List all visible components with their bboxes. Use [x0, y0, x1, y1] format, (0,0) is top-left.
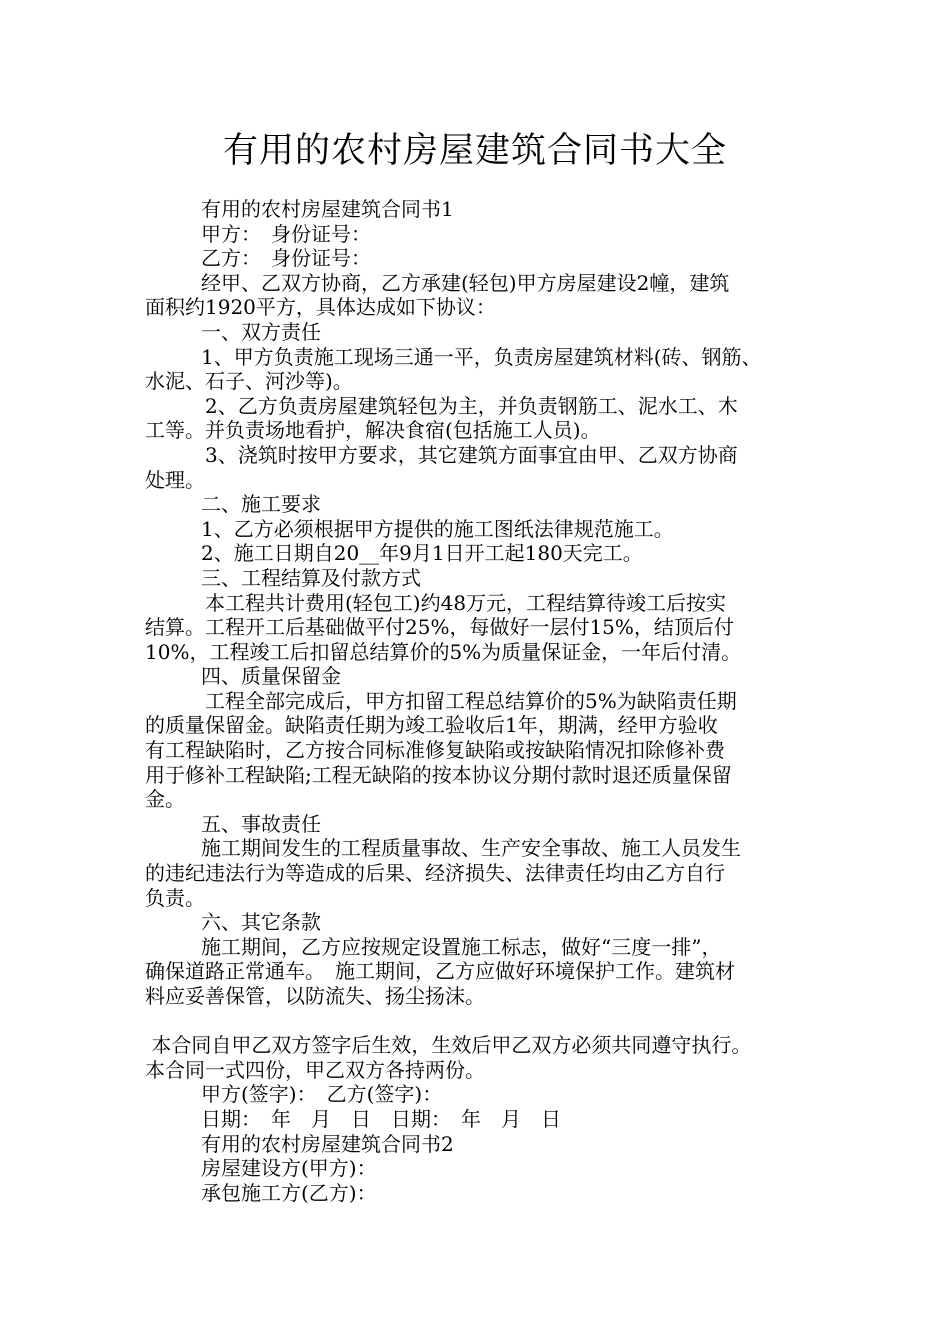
- document-body: [145, 197, 835, 1205]
- contract-heading: 有用的农村房屋建筑合同书2: [201, 1131, 454, 1156]
- paragraph-line: 施工期间，乙方应按规定设置施工标志，做好“三度一排”，: [201, 934, 722, 959]
- paragraph-line: 本工程共计费用(轻包工)约48万元，工程结算待竣工后按实: [205, 590, 727, 615]
- date-line: 日期： 年 月 日 日期： 年 月 日: [201, 1106, 561, 1131]
- section-heading: 五、事故责任: [201, 811, 321, 836]
- paragraph-line: 2、乙方负责房屋建筑轻包为主，并负责钢筋工、泥水工、木: [205, 393, 738, 418]
- section-heading: 四、质量保留金: [201, 664, 341, 689]
- paragraph-line: 3、浇筑时按甲方要求，其它建筑方面事宜由甲、乙双方协商: [205, 442, 738, 467]
- blank-line: [145, 1009, 835, 1034]
- section-heading: 三、工程结算及付款方式: [201, 565, 421, 590]
- paragraph-line: 1、乙方必须根据甲方提供的施工图纸法律规范施工。: [201, 516, 674, 541]
- paragraph-line: 处理。: [145, 467, 205, 492]
- paragraph-line: 施工期间发生的工程质量事故、生产安全事故、施工人员发生: [201, 836, 741, 861]
- section-heading: 六、其它条款: [201, 910, 321, 935]
- paragraph-line: 本合同自甲乙双方签字后生效，生效后甲乙双方必须共同遵守执行。: [145, 1033, 752, 1058]
- party-a-line: 房屋建设方(甲方)：: [201, 1156, 377, 1181]
- paragraph-line: 水泥、石子、河沙等)。: [145, 369, 353, 394]
- paragraph-line: 2、施工日期自20__年9月1日开工起180天完工。: [201, 541, 643, 566]
- party-b-line: 乙方： 身份证号：: [201, 246, 371, 271]
- paragraph-line: 有工程缺陷时，乙方按合同标准修复缺陷或按缺陷情况扣除修补费: [145, 738, 725, 763]
- paragraph-line: 面积约1920平方，具体达成如下协议：: [145, 295, 496, 320]
- paragraph-line: 用于修补工程缺陷;工程无缺陷的按本协议分期付款时退还质量保留: [145, 762, 732, 787]
- contract-heading: 有用的农村房屋建筑合同书1: [201, 197, 454, 221]
- paragraph-line: 确保道路正常通车。 施工期间，乙方应做好环境保护工作。建筑材: [145, 959, 735, 984]
- section-heading: 二、施工要求: [201, 492, 321, 517]
- party-a-line: 甲方： 身份证号：: [201, 221, 371, 246]
- paragraph-line: 料应妥善保管，以防流失、扬尘扬沫。: [145, 984, 485, 1008]
- paragraph-line: 工程全部完成后，甲方扣留工程总结算价的5%为缺陷责任期: [205, 688, 737, 713]
- signature-line: 甲方(签字)： 乙方(签字)：: [201, 1082, 443, 1107]
- paragraph-line: 的违纪违法行为等造成的后果、经济损失、法律责任均由乙方自行: [145, 861, 725, 886]
- paragraph-line: 本合同一式四份，甲乙双方各持两份。: [145, 1057, 485, 1082]
- paragraph-line: 金。: [145, 787, 185, 812]
- paragraph-line: 10%，工程竣工后扣留总结算价的5%为质量保证金，一年后付清。: [145, 639, 742, 664]
- paragraph-line: 1、甲方负责施工现场三通一平，负责房屋建筑材料(砖、钢筋、: [201, 344, 762, 369]
- party-b-line: 承包施工方(乙方)：: [201, 1180, 377, 1205]
- section-heading: 一、双方责任: [201, 319, 321, 344]
- paragraph-line: 负责。: [145, 885, 205, 910]
- paragraph-line: 结算。工程开工后基础做平付25%，每做好一层付15%，结顶后付: [145, 615, 734, 640]
- paragraph-line: 工等。并负责场地看护，解决食宿(包括施工人员)。: [145, 418, 601, 443]
- paragraph-line: 的质量保留金。缺陷责任期为竣工验收后1年，期满，经甲方验收: [145, 713, 718, 738]
- paragraph-line: 经甲、乙双方协商，乙方承建(轻包)甲方房屋建设2幢，建筑: [201, 270, 730, 295]
- document-title: 有用的农村房屋建筑合同书大全: [222, 131, 727, 171]
